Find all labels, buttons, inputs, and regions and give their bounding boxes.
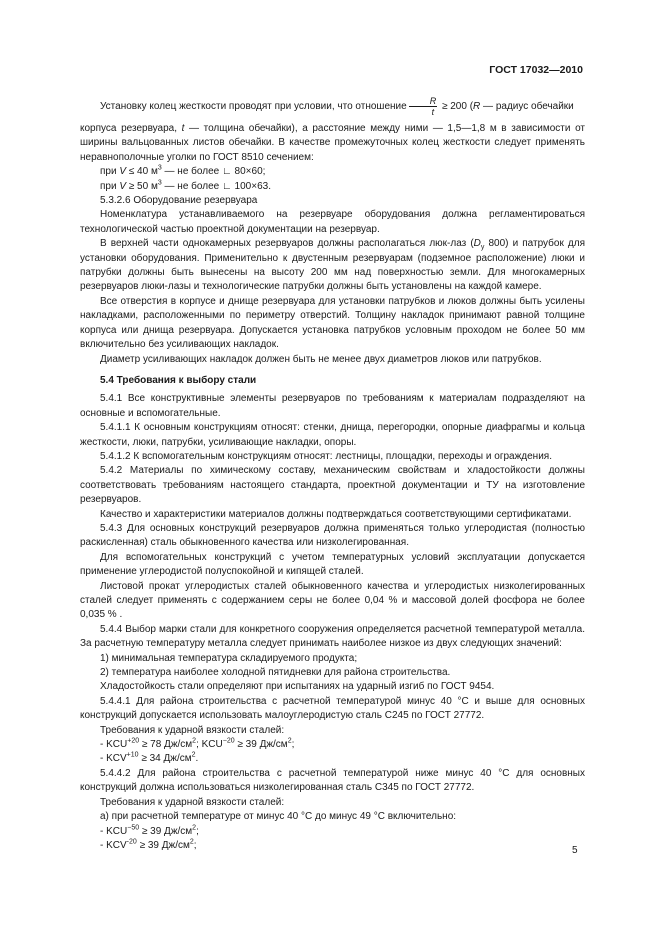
- paragraph: Требования к ударной вязкости сталей:: [100, 724, 285, 736]
- page-number: 5: [572, 845, 578, 856]
- italic-symbol: V: [119, 180, 127, 192]
- text-span: ; KCU: [196, 739, 223, 751]
- superscript: 2: [189, 838, 194, 846]
- text-span: Установку колец жесткости проводят при условии, что отношение: [100, 101, 407, 112]
- paragraph-stiffening-rings-cont: [80, 122, 585, 165]
- list-item: 1) минимальная температура складируемого продукта;: [100, 652, 358, 664]
- document-body: [80, 92, 585, 853]
- text-span: ≤ 40 м: [126, 166, 158, 178]
- text-span: корпуса резервуара,: [80, 123, 182, 134]
- impact-requirement: [80, 825, 585, 839]
- italic-symbol: V: [119, 166, 127, 178]
- paragraph: 5.4.3 Для основных конструкций резервуаров должна применяться только углеродистая (полностью раскисленная) сталь обыкновенного качества или низколегированная.: [80, 522, 585, 549]
- text-span: 800) и патрубок для установки оборудования. Применительно к двустенным резервуарам (подземное расположение) люки и патрубки должны быть вынесены на высоту 200 мм над поверхностью земли. Для многокамерных резервуаров люки-лазы и технологические патрубки должны быть установлены на каждой камере.: [80, 238, 585, 293]
- ratio-fraction: [409, 96, 438, 117]
- paragraph: Требования к ударной вязкости сталей:: [100, 796, 285, 808]
- text-span: .: [195, 753, 199, 765]
- section-heading: 5.4 Требования к выбору стали: [100, 374, 257, 386]
- paragraph-stiffening-rings: [80, 92, 585, 122]
- text-span: ≥ 39 Дж/см: [136, 839, 190, 851]
- paragraph: 5.4.1.2 К вспомогательным конструкциям относят: лестницы, площадки, переходы и ограждения.: [100, 450, 552, 462]
- paragraph: 5.4.4.1 Для района строительства с расчетной температурой минус 40 °С и выше для основных конструкций допускается использовать малоуглеродистую сталь С245 по ГОСТ 27772.: [80, 695, 585, 722]
- italic-symbol: R: [473, 101, 481, 112]
- text-span: ≥ 39 Дж/см: [234, 739, 288, 751]
- superscript: +10: [126, 752, 139, 760]
- text-span: — не более ∟ 100×63.: [161, 180, 271, 192]
- list-item: [80, 180, 585, 194]
- paragraph: Все отверстия в корпусе и днище резервуара для установки патрубков и люков должны быть усилены накладками, расположенными по периметру отверстий. Толщину накладок принимают равной толщине корпуса или днища резервуара. Допускается установка патрубков условным проходом не более 50 мм включительно без усиливающих накладок.: [80, 295, 585, 351]
- text-span: - KCU: [100, 825, 128, 837]
- italic-symbol: t: [181, 123, 185, 134]
- impact-requirement: [80, 752, 585, 766]
- text-span: ;: [193, 839, 197, 851]
- text-span: — толщина обечайки), а расстояние между ними — 1,5—1,8 м в зависимости от ширины вальцованных листов обечайки. В качестве промежуточных колец жесткости следует применять неравнополочные уголки по ГОСТ 8510 сечением:: [80, 123, 585, 163]
- text-span: ;: [196, 825, 199, 837]
- text-span: ≥ 50 м: [126, 180, 158, 192]
- italic-symbol: D: [473, 238, 481, 250]
- list-item: а) при расчетной температуре от минус 40 °С до минус 49 °С включительно:: [100, 811, 457, 823]
- fraction-denominator: t: [431, 106, 435, 117]
- superscript: 2: [192, 824, 197, 832]
- text-span: — не более ∟ 80×60;: [161, 166, 266, 178]
- superscript: 2: [287, 737, 292, 745]
- paragraph: Хладостойкость стали определяют при испытаниях на ударный изгиб по ГОСТ 9454.: [100, 681, 495, 693]
- text-span: - KCU: [100, 739, 128, 751]
- document-code-header: ГОСТ 17032—2010: [489, 64, 583, 76]
- superscript: 2: [192, 737, 197, 745]
- text-span: ≥ 39 Дж/см: [139, 825, 193, 837]
- superscript: +20: [127, 737, 140, 745]
- text-span: ≥ 200 (: [439, 101, 474, 112]
- superscript: −20: [222, 737, 235, 745]
- paragraph: Номенклатура устанавливаемого на резервуаре оборудования должна регламентироваться технологической частью проектной документации на резервуар.: [80, 209, 585, 235]
- list-item: [80, 165, 585, 179]
- paragraph-manholes: [80, 237, 585, 295]
- impact-requirement: [80, 738, 585, 752]
- text-span: — радиус обечайки: [480, 101, 574, 112]
- text-span: - KCV: [100, 839, 127, 851]
- text-span: - KCV: [100, 753, 127, 765]
- paragraph: 5.4.1 Все конструктивные элементы резервуаров по требованиям к материалам подразделяют на основные и вспомогательные.: [80, 393, 585, 419]
- superscript: −50: [127, 824, 140, 832]
- paragraph: 5.4.4 Выбор марки стали для конкретного сооружения определяется расчетной температурой металла. За расчетную температуру металла следует принимать наиболее низкое из двух следующих значений:: [80, 623, 585, 650]
- superscript: 3: [157, 179, 162, 187]
- text-span: ≥ 78 Дж/см: [139, 739, 193, 751]
- paragraph: Диаметр усиливающих накладок должен быть не менее двух диаметров люков или патрубков.: [100, 353, 542, 365]
- subscript: y: [480, 244, 485, 252]
- impact-requirement: [80, 839, 585, 853]
- paragraph: Качество и характеристики материалов должны подтверждаться соответствующими сертификатами.: [100, 508, 572, 520]
- text-span: ;: [291, 739, 295, 751]
- text-span: ≥ 34 Дж/см: [138, 753, 192, 765]
- paragraph: Листовой прокат углеродистых сталей обыкновенного качества и углеродистых низколегированных сталей следует применять с содержанием серы не более 0,04 % и массовой долей фосфора не более 0,035 % .: [80, 580, 585, 621]
- fraction-numerator: R: [409, 96, 438, 107]
- text-span: при: [100, 166, 120, 178]
- superscript: 2: [191, 752, 196, 760]
- paragraph: 5.4.1.1 К основным конструкциям относят: стенки, днища, перегородки, опорные диафрагмы и кольца жесткости, люки, патрубки, усиливающие накладки, опоры.: [80, 422, 585, 448]
- text-span: при: [100, 180, 120, 192]
- text-span: В верхней части однокамерных резервуаров должны располагаться люк-лаз (: [100, 238, 474, 250]
- paragraph: 5.4.4.2 Для района строительства с расчетной температурой ниже минус 40 °С для основных конструкций должна использоваться низколегированная сталь С345 по ГОСТ 27772.: [80, 767, 585, 794]
- paragraph: 5.4.2 Материалы по химическому составу, механическим свойствам и хладостойкости должны соответствовать требованиям настоящего стандарта, проектной документации и ТУ на изготовление резервуаров.: [80, 465, 585, 506]
- subsection-title: 5.3.2.6 Оборудование резервуара: [100, 195, 258, 207]
- list-item: 2) температура наиболее холодной пятидневки для района строительства.: [100, 667, 451, 679]
- paragraph: Для вспомогательных конструкций с учетом температурных условий эксплуатации допускается применение углеродистой полуспокойной и кипящей сталей.: [80, 551, 585, 578]
- superscript: -20: [126, 838, 137, 846]
- superscript: 3: [157, 164, 162, 172]
